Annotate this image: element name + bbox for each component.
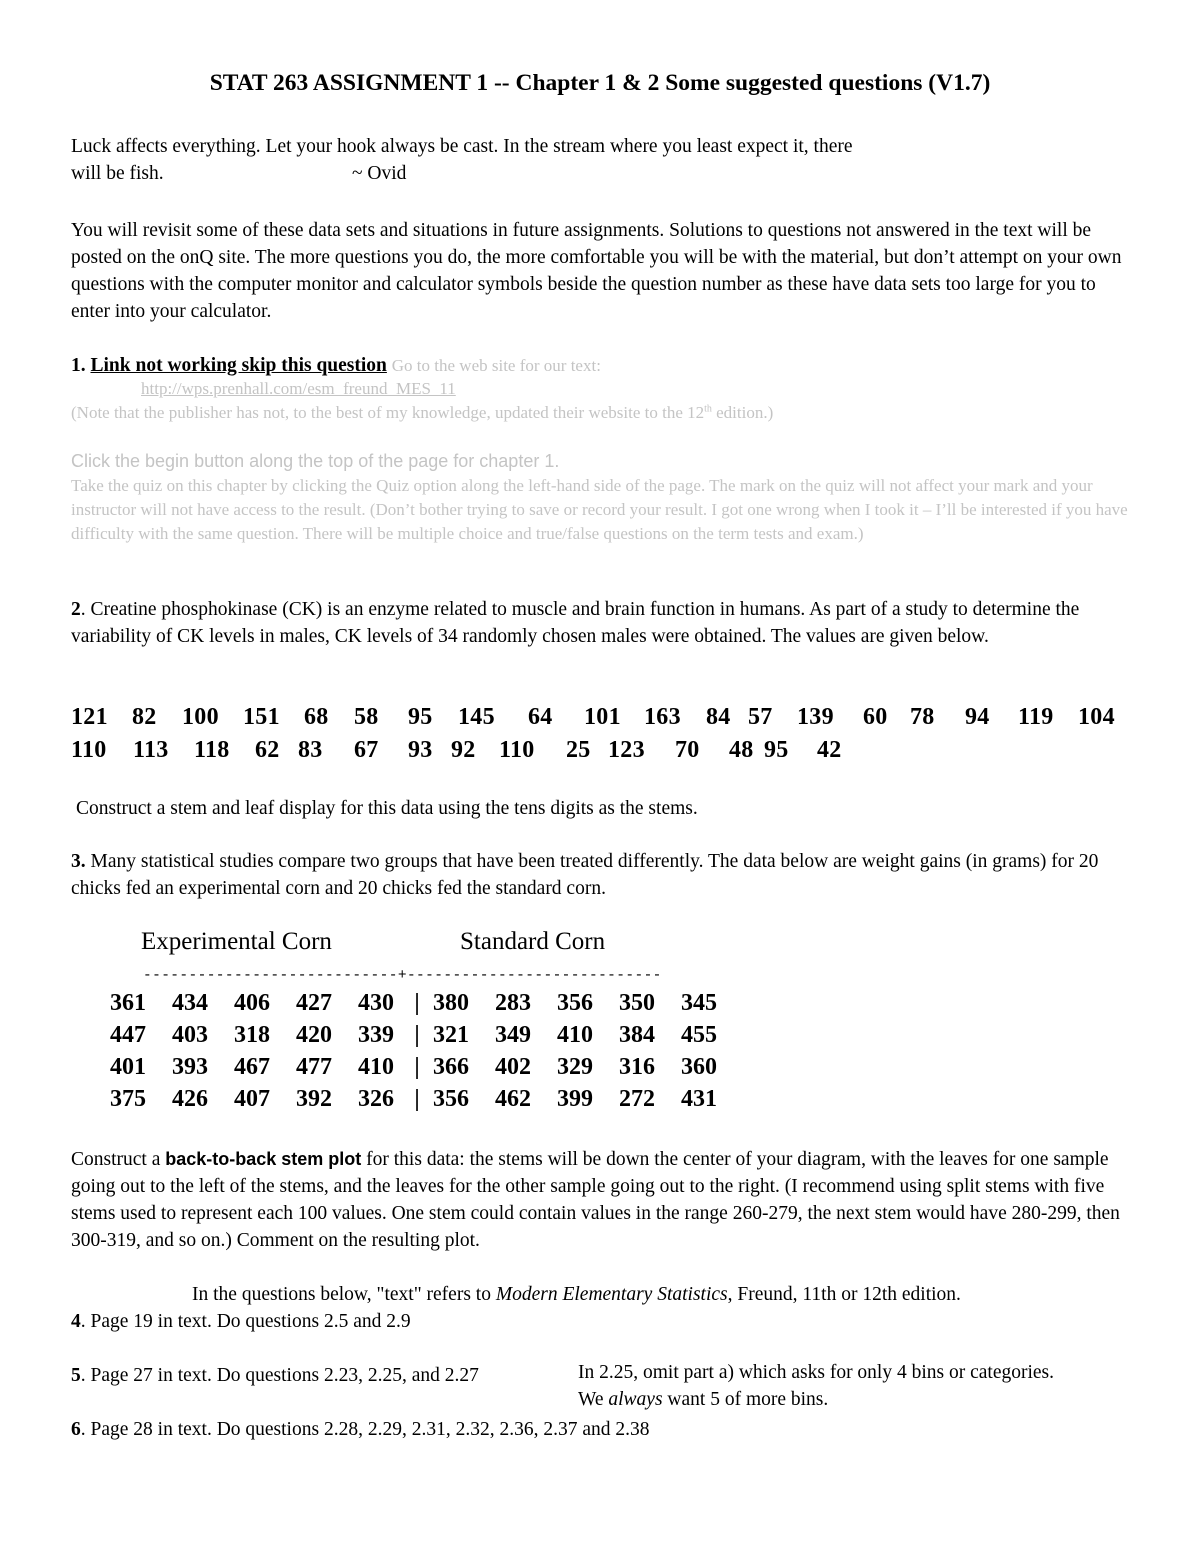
table-cell: 410 — [557, 1022, 593, 1048]
ck-value: 94 — [965, 704, 990, 730]
table-cell: 356 — [433, 1086, 469, 1112]
table-cell: 339 — [358, 1022, 394, 1048]
ck-value: 123 — [608, 737, 645, 763]
question-3-task — [71, 1146, 1133, 1254]
ck-value: 58 — [354, 704, 379, 730]
question-2-task: Construct a stem and leaf display for this data using the tens digits as the stems. — [76, 798, 698, 819]
table-cell: 356 — [557, 990, 593, 1016]
question-3-number: 3. — [71, 851, 86, 872]
question-2 — [71, 596, 1131, 650]
ck-value: 110 — [499, 737, 535, 763]
table-separator: | — [414, 990, 420, 1016]
publisher-note-text: (Note that the publisher has not, to the best of my knowledge, updated their website to the 12 — [71, 403, 705, 422]
ck-value: 145 — [458, 704, 495, 730]
table-cell: 360 — [681, 1054, 717, 1080]
begin-instruction: Click the begin button along the top of the page for chapter 1. — [71, 451, 560, 471]
quote-author: ~ Ovid — [352, 163, 407, 184]
text-note-book-title: Modern Elementary Statistics — [495, 1284, 728, 1305]
publisher-link[interactable]: http://wps.prenhall.com/esm_freund_MES_11 — [141, 379, 456, 398]
ck-value: 57 — [748, 704, 773, 730]
quiz-instruction: Take the quiz on this chapter by clicking the Quiz option along the left-hand side of the page. The mark on the quiz will not affect your mark and your instructor will not have access to the result. (Don’t bother trying to save or record your result. I got one wrong when I took it – I’ll be interested if you have difficulty with the same question. There will be multiple choice and true/false questions on the term tests and exam.) — [71, 476, 1128, 543]
ck-value: 100 — [182, 704, 219, 730]
question-5-note-we: We — [578, 1389, 609, 1410]
table-cell: 410 — [358, 1054, 394, 1080]
question-1-heading: Link not working skip this question — [90, 355, 387, 376]
ck-value: 84 — [706, 704, 731, 730]
ck-value: 151 — [243, 704, 280, 730]
table-cell: 402 — [495, 1054, 531, 1080]
table-cell: 399 — [557, 1086, 593, 1112]
ck-value: 60 — [863, 704, 888, 730]
table-cell: 467 — [234, 1054, 270, 1080]
question-3-task-prefix: Construct a — [71, 1149, 166, 1170]
standard-corn-label: Standard Corn — [460, 928, 606, 955]
table-cell: 406 — [234, 990, 270, 1016]
ck-values-row-1 — [71, 704, 1115, 731]
question-4 — [71, 1308, 411, 1335]
ck-value: 110 — [71, 737, 107, 763]
ck-value: 113 — [133, 737, 169, 763]
question-5-number: 5 — [71, 1365, 81, 1386]
ck-value: 101 — [584, 704, 621, 730]
question-5-note-line-1: In 2.25, omit part a) which asks for only 4 bins or categories. — [578, 1362, 1055, 1383]
table-cell: 420 — [296, 1022, 332, 1048]
table-cell: 426 — [172, 1086, 208, 1112]
question-3 — [71, 848, 1131, 902]
table-cell: 401 — [110, 1054, 146, 1080]
table-row — [110, 1054, 717, 1086]
table-cell: 326 — [358, 1086, 394, 1112]
quote-line-1: Luck affects everything. Let your hook always be cast. In the stream where you least expect it, there — [71, 136, 853, 157]
ck-value: 82 — [132, 704, 157, 730]
question-4-number: 4 — [71, 1311, 81, 1332]
question-1-goto: Go to the web site for our text: — [391, 356, 601, 375]
question-5-note-rest: want 5 of more bins. — [662, 1389, 829, 1410]
table-separator: | — [414, 1022, 420, 1048]
publisher-note — [71, 403, 773, 423]
table-row — [110, 990, 717, 1022]
intro-paragraph: You will revisit some of these data sets and situations in future assignments. Solutions to questions not answered in the text will be posted on the onQ site. The more questions you do, the more comfortable you will be with the material, but don’t attempt on your own questions with the computer monitor and calculator symbols beside the question number as these have data sets too large for you to enter into your calculator. — [71, 220, 1122, 322]
ck-value: 92 — [451, 737, 476, 763]
table-cell: 361 — [110, 990, 146, 1016]
quote-line-2: will be fish. — [71, 163, 164, 184]
table-cell: 366 — [433, 1054, 469, 1080]
table-cell: 430 — [358, 990, 394, 1016]
table-separator: | — [414, 1086, 420, 1112]
ck-value: 62 — [255, 737, 280, 763]
text-note — [192, 1281, 961, 1308]
text-note-after: , Freund, 11th or 12th edition. — [727, 1284, 961, 1305]
question-6-text: . Page 28 in text. Do questions 2.28, 2.29, 2.31, 2.32, 2.36, 2.37 and 2.38 — [80, 1419, 650, 1440]
table-cell: 321 — [433, 1022, 469, 1048]
question-6-number: 6 — [71, 1419, 81, 1440]
table-cell: 393 — [172, 1054, 208, 1080]
table-cell: 407 — [234, 1086, 270, 1112]
ck-value: 78 — [910, 704, 935, 730]
question-5 — [71, 1362, 479, 1389]
table-cell: 403 — [172, 1022, 208, 1048]
table-cell: 427 — [296, 990, 332, 1016]
table-separator: | — [414, 1054, 420, 1080]
ck-value: 68 — [304, 704, 329, 730]
table-cell: 380 — [433, 990, 469, 1016]
table-cell: 462 — [495, 1086, 531, 1112]
ck-value: 67 — [354, 737, 379, 763]
ck-value: 93 — [408, 737, 433, 763]
ck-value: 118 — [194, 737, 230, 763]
ck-value: 70 — [675, 737, 700, 763]
ck-value: 95 — [408, 704, 433, 730]
ck-value: 121 — [71, 704, 108, 730]
table-cell: 329 — [557, 1054, 593, 1080]
ck-value: 64 — [528, 704, 553, 730]
table-cell: 392 — [296, 1086, 332, 1112]
question-1-number: 1. — [71, 355, 86, 376]
experimental-corn-label: Experimental Corn — [141, 928, 332, 955]
corn-table — [110, 990, 717, 1118]
question-5-note-line-2 — [578, 1386, 828, 1413]
ck-value: 83 — [298, 737, 323, 763]
ck-values-row-2 — [71, 737, 842, 764]
ck-value: 25 — [566, 737, 591, 763]
ck-value: 48 — [729, 737, 754, 763]
ck-value: 42 — [817, 737, 842, 763]
table-cell: 434 — [172, 990, 208, 1016]
corn-divider: ----------------------------+---------------------------- — [143, 968, 662, 984]
table-row — [110, 1086, 717, 1118]
ck-value: 139 — [797, 704, 834, 730]
question-4-text: . Page 19 in text. Do questions 2.5 and 2.9 — [80, 1311, 411, 1332]
table-cell: 431 — [681, 1086, 717, 1112]
question-3-task-bold: back-to-back stem plot — [165, 1149, 362, 1169]
question-2-text: . Creatine phosphokinase (CK) is an enzyme related to muscle and brain function in humans. As part of a study to determine the variability of CK levels in males, CK levels of 34 randomly chosen males were obtained. The values are given below. — [71, 599, 1080, 647]
table-cell: 283 — [495, 990, 531, 1016]
table-cell: 350 — [619, 990, 655, 1016]
table-cell: 375 — [110, 1086, 146, 1112]
table-cell: 318 — [234, 1022, 270, 1048]
table-cell: 349 — [495, 1022, 531, 1048]
table-cell: 455 — [681, 1022, 717, 1048]
table-cell: 477 — [296, 1054, 332, 1080]
question-1 — [71, 352, 601, 379]
publisher-note-sup: th — [704, 403, 712, 415]
table-cell: 316 — [619, 1054, 655, 1080]
ck-value: 119 — [1018, 704, 1054, 730]
question-3-task-rest: for this data: the stems will be down the center of your diagram, with the leaves for one sample going out to the left of the stems, and the leaves for the other sample going out to the right. (I recommend using split stems with five stems used to represent each 100 values. One stem could contain values in the range 260-279, the next stem would have 280-299, then 300-319, and so on.) Comment on the resulting plot. — [71, 1149, 1120, 1251]
question-5-note-italic: always — [608, 1389, 663, 1410]
question-5-text: . Page 27 in text. Do questions 2.23, 2.25, and 2.27 — [80, 1365, 479, 1386]
text-note-before: In the questions below, "text" refers to — [192, 1284, 496, 1305]
table-cell: 447 — [110, 1022, 146, 1048]
table-cell: 345 — [681, 990, 717, 1016]
ck-value: 104 — [1078, 704, 1115, 730]
ck-value: 95 — [764, 737, 789, 763]
question-2-number: 2 — [71, 599, 81, 620]
question-3-text: Many statistical studies compare two groups that have been treated differently. The data below are weight gains (in grams) for 20 chicks fed an experimental corn and 20 chicks fed the standard corn. — [71, 851, 1099, 899]
table-cell: 384 — [619, 1022, 655, 1048]
publisher-note-end: edition.) — [711, 403, 774, 422]
table-cell: 272 — [619, 1086, 655, 1112]
ck-value: 163 — [644, 704, 681, 730]
question-6 — [71, 1416, 649, 1443]
table-row — [110, 1022, 717, 1054]
page-title: STAT 263 ASSIGNMENT 1 -- Chapter 1 & 2 Some suggested questions (V1.7) — [209, 70, 991, 96]
